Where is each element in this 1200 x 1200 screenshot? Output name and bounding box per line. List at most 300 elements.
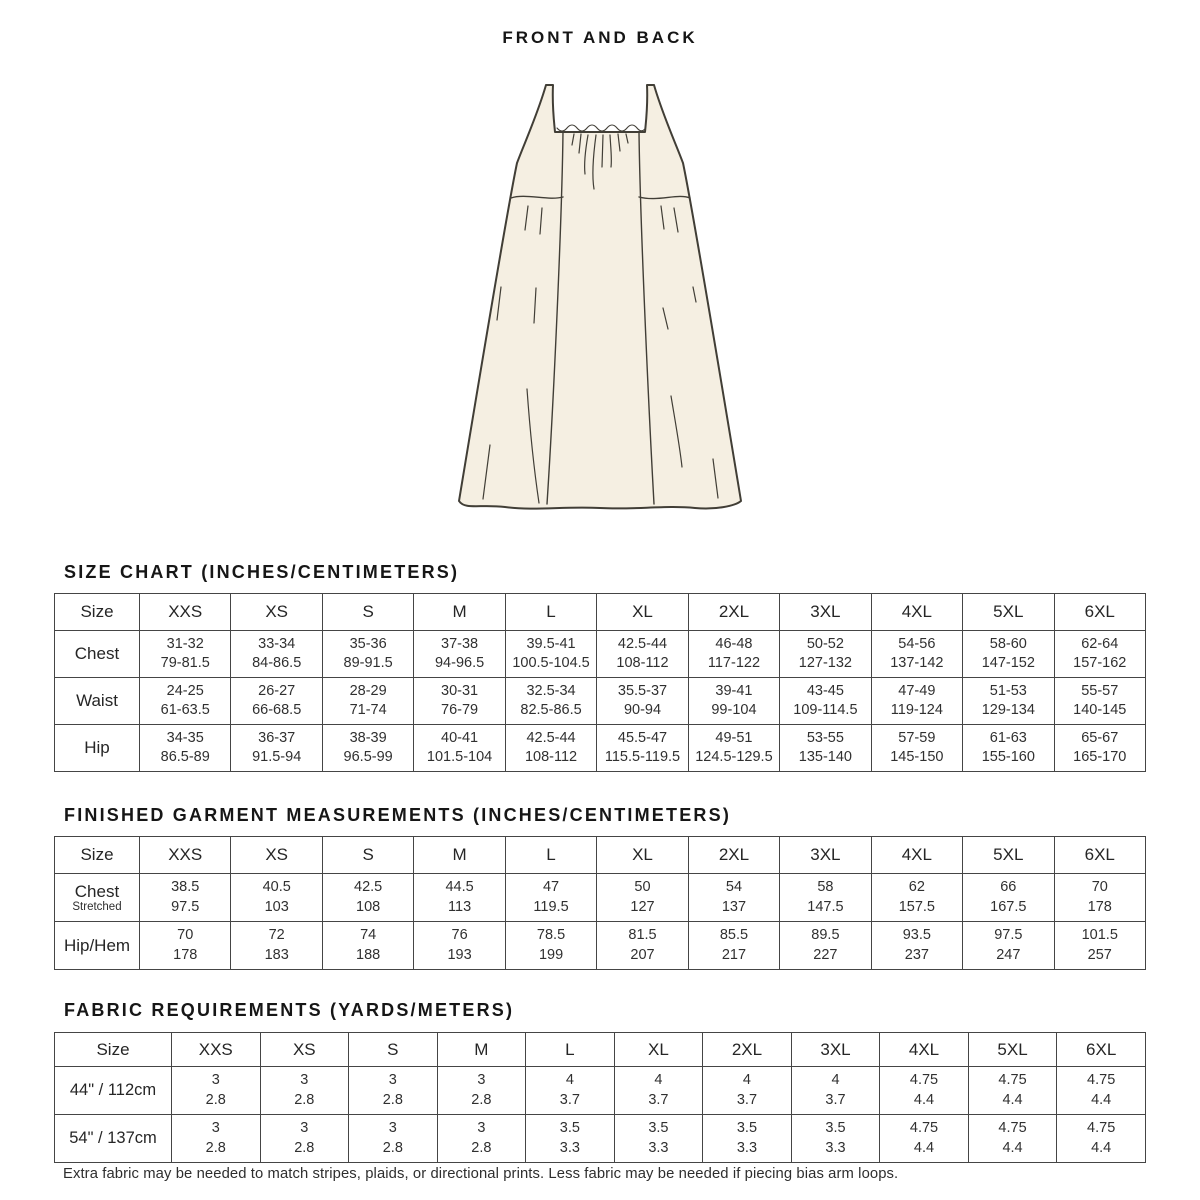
measurement-cell: [140, 922, 231, 970]
measurement-line: 2.8: [382, 1091, 403, 1108]
measurement-line: 3: [300, 1120, 309, 1137]
measurement-line: 4: [654, 1072, 663, 1089]
measurement-line: 115.5-119.5: [604, 749, 681, 765]
measurement-cell: [437, 1115, 526, 1163]
size-column-header: M: [414, 837, 505, 874]
measurement-cell: [963, 631, 1054, 678]
measurement-line: 217: [721, 946, 747, 963]
measurement-cell: [963, 874, 1054, 922]
measurement-line: 71-74: [349, 702, 387, 718]
measurement-cell: [597, 631, 688, 678]
measurement-line: 3.7: [825, 1091, 846, 1108]
measurement-line: 58: [817, 879, 834, 896]
measurement-cell: [614, 1067, 703, 1115]
section-heading-finished-garment: FINISHED GARMENT MEASUREMENTS (INCHES/CENTIMETERS): [64, 805, 732, 825]
measurement-line: 85.5: [719, 927, 749, 944]
measurement-line: 119.5: [533, 898, 569, 915]
size-column-header: XS: [260, 1033, 349, 1067]
measurement-line: 40-41: [441, 729, 479, 746]
measurement-line: 3: [300, 1072, 309, 1089]
table-row: [55, 631, 1146, 678]
row-label-text: Chest: [74, 882, 120, 901]
measurement-line: 247: [996, 946, 1021, 963]
measurement-line: 127-132: [798, 655, 852, 671]
measurement-line: 38.5: [171, 879, 200, 896]
measurement-line: 3.5: [736, 1120, 758, 1137]
size-column-header: 3XL: [780, 594, 871, 631]
measurement-cell: [140, 725, 231, 772]
measurement-line: 4: [565, 1072, 574, 1089]
measurement-line: 42.5-44: [526, 729, 576, 746]
measurement-cell: [414, 922, 505, 970]
measurement-line: 35.5-37: [617, 682, 668, 699]
measurement-line: 137: [721, 898, 747, 915]
measurement-line: 79-81.5: [160, 655, 210, 671]
measurement-line: 167.5: [990, 898, 1027, 915]
measurement-line: 3: [211, 1072, 220, 1089]
section-heading-size-chart: SIZE CHART (INCHES/CENTIMETERS): [64, 562, 460, 582]
measurement-cell: [688, 874, 779, 922]
measurement-cell: [688, 678, 779, 725]
row-label-text: Hip/Hem: [63, 935, 131, 955]
size-column-header: 6XL: [1054, 594, 1145, 631]
measurement-line: 86.5-89: [160, 749, 210, 765]
size-column-header: 4XL: [871, 837, 962, 874]
measurement-cell: [231, 631, 322, 678]
measurement-line: 66: [1000, 879, 1017, 896]
measurement-line: 42.5: [354, 879, 383, 896]
measurement-cell: [505, 725, 596, 772]
measurement-cell: [688, 725, 779, 772]
measurement-cell: [871, 678, 962, 725]
measurement-line: 76: [451, 927, 468, 944]
measurement-cell: [349, 1115, 438, 1163]
measurement-line: 3.5: [825, 1120, 846, 1137]
measurement-cell: [231, 725, 322, 772]
measurement-line: 3: [477, 1120, 486, 1137]
measurement-line: 101.5: [1081, 927, 1118, 944]
measurement-cell: [505, 874, 596, 922]
measurement-line: 84-86.5: [252, 655, 302, 671]
measurement-line: 257: [1087, 946, 1112, 963]
table-row: [55, 922, 1146, 970]
measurement-line: 124.5-129.5: [695, 749, 773, 765]
row-label-text: Chest: [74, 644, 120, 663]
measurement-cell: [526, 1067, 615, 1115]
measurement-line: 3.3: [559, 1139, 580, 1156]
section-heading-fabric-requirements: FABRIC REQUIREMENTS (YARDS/METERS): [64, 1000, 515, 1020]
measurement-line: 237: [904, 946, 929, 963]
measurement-line: 66-68.5: [252, 702, 302, 718]
measurement-cell: [231, 678, 322, 725]
measurement-line: 157.5: [898, 898, 935, 915]
measurement-line: 61-63.5: [160, 702, 210, 718]
measurement-line: 44.5: [445, 879, 474, 896]
table-row: [55, 1115, 1146, 1163]
measurement-cell: [172, 1067, 261, 1115]
measurement-line: 108-112: [616, 655, 669, 671]
size-column-header: S: [322, 594, 413, 631]
row-label: [55, 922, 140, 970]
measurement-cell: [963, 922, 1054, 970]
measurement-line: 157-162: [1073, 655, 1127, 671]
measurement-line: 93.5: [902, 927, 931, 944]
measurement-line: 4.75: [1087, 1120, 1116, 1137]
measurement-line: 28-29: [349, 682, 387, 699]
measurement-cell: [968, 1067, 1057, 1115]
measurement-line: 50: [634, 879, 651, 896]
size-column-header: 2XL: [703, 1033, 792, 1067]
measurement-line: 4.4: [1002, 1091, 1023, 1108]
size-column-header: 5XL: [963, 594, 1054, 631]
measurement-cell: [780, 678, 871, 725]
measurement-line: 127: [630, 898, 655, 915]
measurement-line: 4.4: [1091, 1091, 1112, 1108]
measurement-line: 81.5: [628, 927, 657, 944]
corner-cell-size: Size: [55, 594, 140, 631]
measurement-line: 3.3: [736, 1139, 758, 1156]
row-label-text: 54" / 137cm: [69, 1129, 157, 1147]
measurement-cell: [140, 874, 231, 922]
measurement-line: 207: [630, 946, 655, 963]
measurement-cell: [963, 725, 1054, 772]
measurement-line: 45.5-47: [617, 729, 668, 746]
measurement-line: 4.75: [1087, 1072, 1116, 1089]
measurement-line: 76-79: [441, 702, 479, 718]
measurement-line: 55-57: [1081, 682, 1119, 699]
measurement-line: 140-145: [1073, 702, 1127, 718]
measurement-cell: [505, 678, 596, 725]
measurement-cell: [322, 725, 413, 772]
measurement-line: 4: [831, 1072, 840, 1089]
measurement-cell: [414, 631, 505, 678]
measurement-line: 3.7: [736, 1091, 758, 1108]
measurement-line: 46-48: [715, 635, 753, 652]
header-row: [55, 837, 1146, 874]
measurement-line: 3.7: [648, 1091, 669, 1108]
measurement-line: 72: [268, 927, 285, 944]
measurement-line: 2.8: [205, 1139, 226, 1156]
size-column-header: L: [505, 837, 596, 874]
row-label: [55, 1067, 172, 1115]
measurement-cell: [322, 631, 413, 678]
measurement-cell: [322, 874, 413, 922]
size-column-header: 6XL: [1057, 1033, 1146, 1067]
measurement-line: 78.5: [536, 927, 566, 944]
measurement-cell: [140, 631, 231, 678]
measurement-line: 2.8: [471, 1091, 492, 1108]
measurement-line: 3: [388, 1072, 397, 1089]
measurement-line: 3: [388, 1120, 397, 1137]
measurement-cell: [871, 725, 962, 772]
measurement-line: 62: [908, 879, 925, 896]
measurement-line: 96.5-99: [343, 749, 393, 765]
size-column-header: S: [349, 1033, 438, 1067]
measurement-line: 101.5-104: [426, 749, 493, 765]
measurement-line: 89.5: [811, 927, 840, 944]
measurement-line: 178: [173, 946, 198, 963]
measurement-line: 109-114.5: [793, 702, 858, 718]
measurement-line: 155-160: [981, 749, 1035, 765]
measurement-cell: [1054, 678, 1145, 725]
measurement-line: 4.4: [913, 1091, 935, 1108]
measurement-cell: [688, 922, 779, 970]
measurement-cell: [963, 678, 1054, 725]
measurement-line: 3.5: [559, 1120, 580, 1137]
dress-silhouette: [459, 85, 741, 509]
size-column-header: XL: [614, 1033, 703, 1067]
measurement-line: 26-27: [258, 682, 296, 699]
row-label: [55, 1115, 172, 1163]
measurement-cell: [437, 1067, 526, 1115]
measurement-line: 47: [542, 879, 560, 896]
measurement-cell: [614, 1115, 703, 1163]
corner-cell-size: Size: [55, 1033, 172, 1067]
measurement-cell: [597, 678, 688, 725]
measurement-line: 4: [742, 1072, 751, 1089]
size-column-header: L: [526, 1033, 615, 1067]
measurement-cell: [597, 922, 688, 970]
measurement-line: 199: [538, 946, 564, 963]
measurement-line: 34-35: [166, 729, 204, 746]
measurement-line: 99-104: [711, 702, 757, 718]
page-title: FRONT AND BACK: [502, 28, 698, 47]
finished-garment-table: [54, 836, 1146, 970]
measurement-line: 47-49: [898, 682, 936, 699]
measurement-cell: [505, 922, 596, 970]
measurement-line: 103: [264, 898, 289, 915]
measurement-cell: [871, 922, 962, 970]
measurement-cell: [231, 922, 322, 970]
measurement-line: 70: [177, 927, 194, 944]
measurement-cell: [260, 1115, 349, 1163]
measurement-line: 147-152: [981, 655, 1035, 671]
measurement-cell: [780, 725, 871, 772]
size-column-header: XXS: [172, 1033, 261, 1067]
row-label: [55, 631, 140, 678]
size-column-header: 5XL: [963, 837, 1054, 874]
table-row: [55, 678, 1146, 725]
measurement-line: 119-124: [890, 702, 943, 718]
measurement-line: 70: [1091, 879, 1108, 896]
measurement-cell: [1054, 874, 1145, 922]
measurement-cell: [597, 725, 688, 772]
fabric-footnote: Extra fabric may be needed to match stripes, plaids, or directional prints. Less fabric may be needed if piecing bias arm loops.: [63, 1166, 899, 1182]
row-label: [55, 678, 140, 725]
measurement-line: 4.75: [998, 1120, 1027, 1137]
measurement-cell: [880, 1115, 969, 1163]
measurement-cell: [322, 922, 413, 970]
measurement-line: 227: [813, 946, 838, 963]
row-label-text: Waist: [76, 691, 118, 710]
measurement-cell: [780, 874, 871, 922]
size-column-header: 3XL: [791, 1033, 880, 1067]
measurement-line: 165-170: [1073, 749, 1127, 765]
measurement-line: 3: [477, 1072, 486, 1089]
table-row: [55, 1067, 1146, 1115]
measurement-line: 4.4: [913, 1139, 935, 1156]
measurement-cell: [871, 631, 962, 678]
measurement-cell: [968, 1115, 1057, 1163]
measurement-cell: [1057, 1067, 1146, 1115]
measurement-line: 39-41: [715, 682, 753, 699]
size-column-header: XL: [597, 594, 688, 631]
measurement-line: 4.75: [909, 1072, 939, 1089]
table-row: [55, 725, 1146, 772]
measurement-cell: [780, 631, 871, 678]
measurement-line: 145-150: [890, 749, 944, 765]
measurement-cell: [791, 1067, 880, 1115]
measurement-line: 58-60: [989, 635, 1027, 652]
size-column-header: M: [414, 594, 505, 631]
size-column-header: XS: [231, 837, 322, 874]
measurement-cell: [140, 678, 231, 725]
measurement-line: 43-45: [806, 682, 844, 699]
measurement-line: 3.5: [648, 1120, 669, 1137]
measurement-line: 57-59: [898, 729, 936, 746]
size-column-header: 4XL: [880, 1033, 969, 1067]
measurement-line: 193: [447, 946, 472, 963]
measurement-line: 113: [448, 898, 472, 915]
row-label-text: 44" / 112cm: [69, 1081, 157, 1099]
fabric-requirements-table: [54, 1032, 1146, 1163]
measurement-line: 2.8: [294, 1091, 315, 1108]
measurement-line: 65-67: [1081, 729, 1119, 746]
size-column-header: XS: [231, 594, 322, 631]
measurement-line: 3.3: [825, 1139, 846, 1156]
measurement-line: 2.8: [382, 1139, 403, 1156]
measurement-line: 3: [211, 1120, 220, 1137]
measurement-line: 50-52: [806, 635, 844, 652]
measurement-cell: [322, 678, 413, 725]
measurement-line: 90-94: [623, 702, 662, 718]
size-column-header: XL: [597, 837, 688, 874]
measurement-cell: [688, 631, 779, 678]
measurement-line: 4.75: [909, 1120, 939, 1137]
size-column-header: 3XL: [780, 837, 871, 874]
measurement-line: 4.4: [1091, 1139, 1112, 1156]
measurement-line: 33-34: [258, 635, 296, 652]
measurement-cell: [260, 1067, 349, 1115]
dress-front-back-drawing: [450, 76, 750, 524]
measurement-line: 108: [356, 898, 381, 915]
size-column-header: XXS: [140, 594, 231, 631]
measurement-line: 54-56: [898, 635, 936, 652]
measurement-cell: [414, 874, 505, 922]
measurement-line: 183: [264, 946, 289, 963]
measurement-cell: [414, 678, 505, 725]
measurement-cell: [1054, 922, 1145, 970]
measurement-line: 147.5: [807, 898, 844, 915]
measurement-line: 188: [356, 946, 381, 963]
measurement-line: 3.7: [559, 1091, 580, 1108]
measurement-line: 137-142: [890, 655, 944, 671]
row-label-text: Hip: [84, 738, 110, 757]
measurement-line: 74: [360, 927, 377, 944]
dress-line-art: [459, 85, 741, 509]
size-chart-table: [54, 593, 1146, 772]
measurement-line: 39.5-41: [526, 635, 576, 652]
measurement-line: 32.5-34: [526, 682, 576, 699]
measurement-line: 91.5-94: [252, 749, 302, 765]
measurement-line: 53-55: [806, 729, 844, 746]
size-column-header: XXS: [140, 837, 231, 874]
measurement-line: 4.4: [1002, 1139, 1023, 1156]
row-sublabel-text: Stretched: [72, 901, 122, 913]
measurement-line: 49-51: [715, 729, 753, 746]
measurement-cell: [1054, 631, 1145, 678]
measurement-line: 38-39: [349, 729, 387, 746]
header-row: [55, 594, 1146, 631]
size-column-header: S: [322, 837, 413, 874]
measurement-cell: [780, 922, 871, 970]
measurement-line: 135-140: [798, 749, 852, 765]
measurement-cell: [597, 874, 688, 922]
measurement-cell: [231, 874, 322, 922]
measurement-line: 24-25: [166, 682, 204, 699]
table-row: [55, 874, 1146, 922]
measurement-line: 100.5-104.5: [512, 655, 590, 671]
size-column-header: 2XL: [688, 594, 779, 631]
measurement-line: 117-122: [707, 655, 761, 671]
measurement-line: 42.5-44: [617, 635, 668, 652]
measurement-line: 129-134: [981, 702, 1035, 718]
measurement-line: 89-91.5: [343, 655, 393, 671]
size-column-header: 5XL: [968, 1033, 1057, 1067]
measurement-cell: [703, 1115, 792, 1163]
measurement-line: 178: [1087, 898, 1112, 915]
measurement-line: 36-37: [258, 729, 296, 746]
measurement-line: 35-36: [349, 635, 387, 652]
measurement-cell: [1057, 1115, 1146, 1163]
measurement-line: 2.8: [205, 1091, 226, 1108]
measurement-line: 4.75: [998, 1072, 1027, 1089]
measurement-cell: [791, 1115, 880, 1163]
measurement-line: 3.3: [648, 1139, 669, 1156]
measurement-line: 62-64: [1081, 635, 1119, 652]
measurement-line: 30-31: [441, 682, 479, 699]
size-column-header: 2XL: [688, 837, 779, 874]
measurement-cell: [349, 1067, 438, 1115]
size-column-header: M: [437, 1033, 526, 1067]
measurement-line: 2.8: [294, 1139, 315, 1156]
measurement-cell: [703, 1067, 792, 1115]
measurement-line: 97.5: [171, 898, 200, 915]
measurement-cell: [1054, 725, 1145, 772]
size-column-header: 4XL: [871, 594, 962, 631]
size-column-header: 6XL: [1054, 837, 1145, 874]
header-row: [55, 1033, 1146, 1067]
neckline-ruffle: [557, 125, 645, 131]
measurement-line: 94-96.5: [434, 655, 485, 671]
measurement-line: 97.5: [994, 927, 1023, 944]
size-column-header: L: [505, 594, 596, 631]
measurement-line: 108-112: [524, 749, 578, 765]
measurement-line: 37-38: [441, 635, 479, 652]
measurement-cell: [880, 1067, 969, 1115]
measurement-line: 2.8: [471, 1139, 492, 1156]
measurement-cell: [526, 1115, 615, 1163]
row-label: [55, 725, 140, 772]
measurement-line: 51-53: [989, 682, 1027, 699]
measurement-line: 61-63: [989, 729, 1027, 746]
measurement-line: 82.5-86.5: [520, 702, 582, 718]
measurement-line: 40.5: [262, 879, 291, 896]
dress-illustration: [450, 76, 750, 524]
corner-cell-size: Size: [55, 837, 140, 874]
measurement-line: 31-32: [166, 635, 204, 652]
measurement-cell: [172, 1115, 261, 1163]
